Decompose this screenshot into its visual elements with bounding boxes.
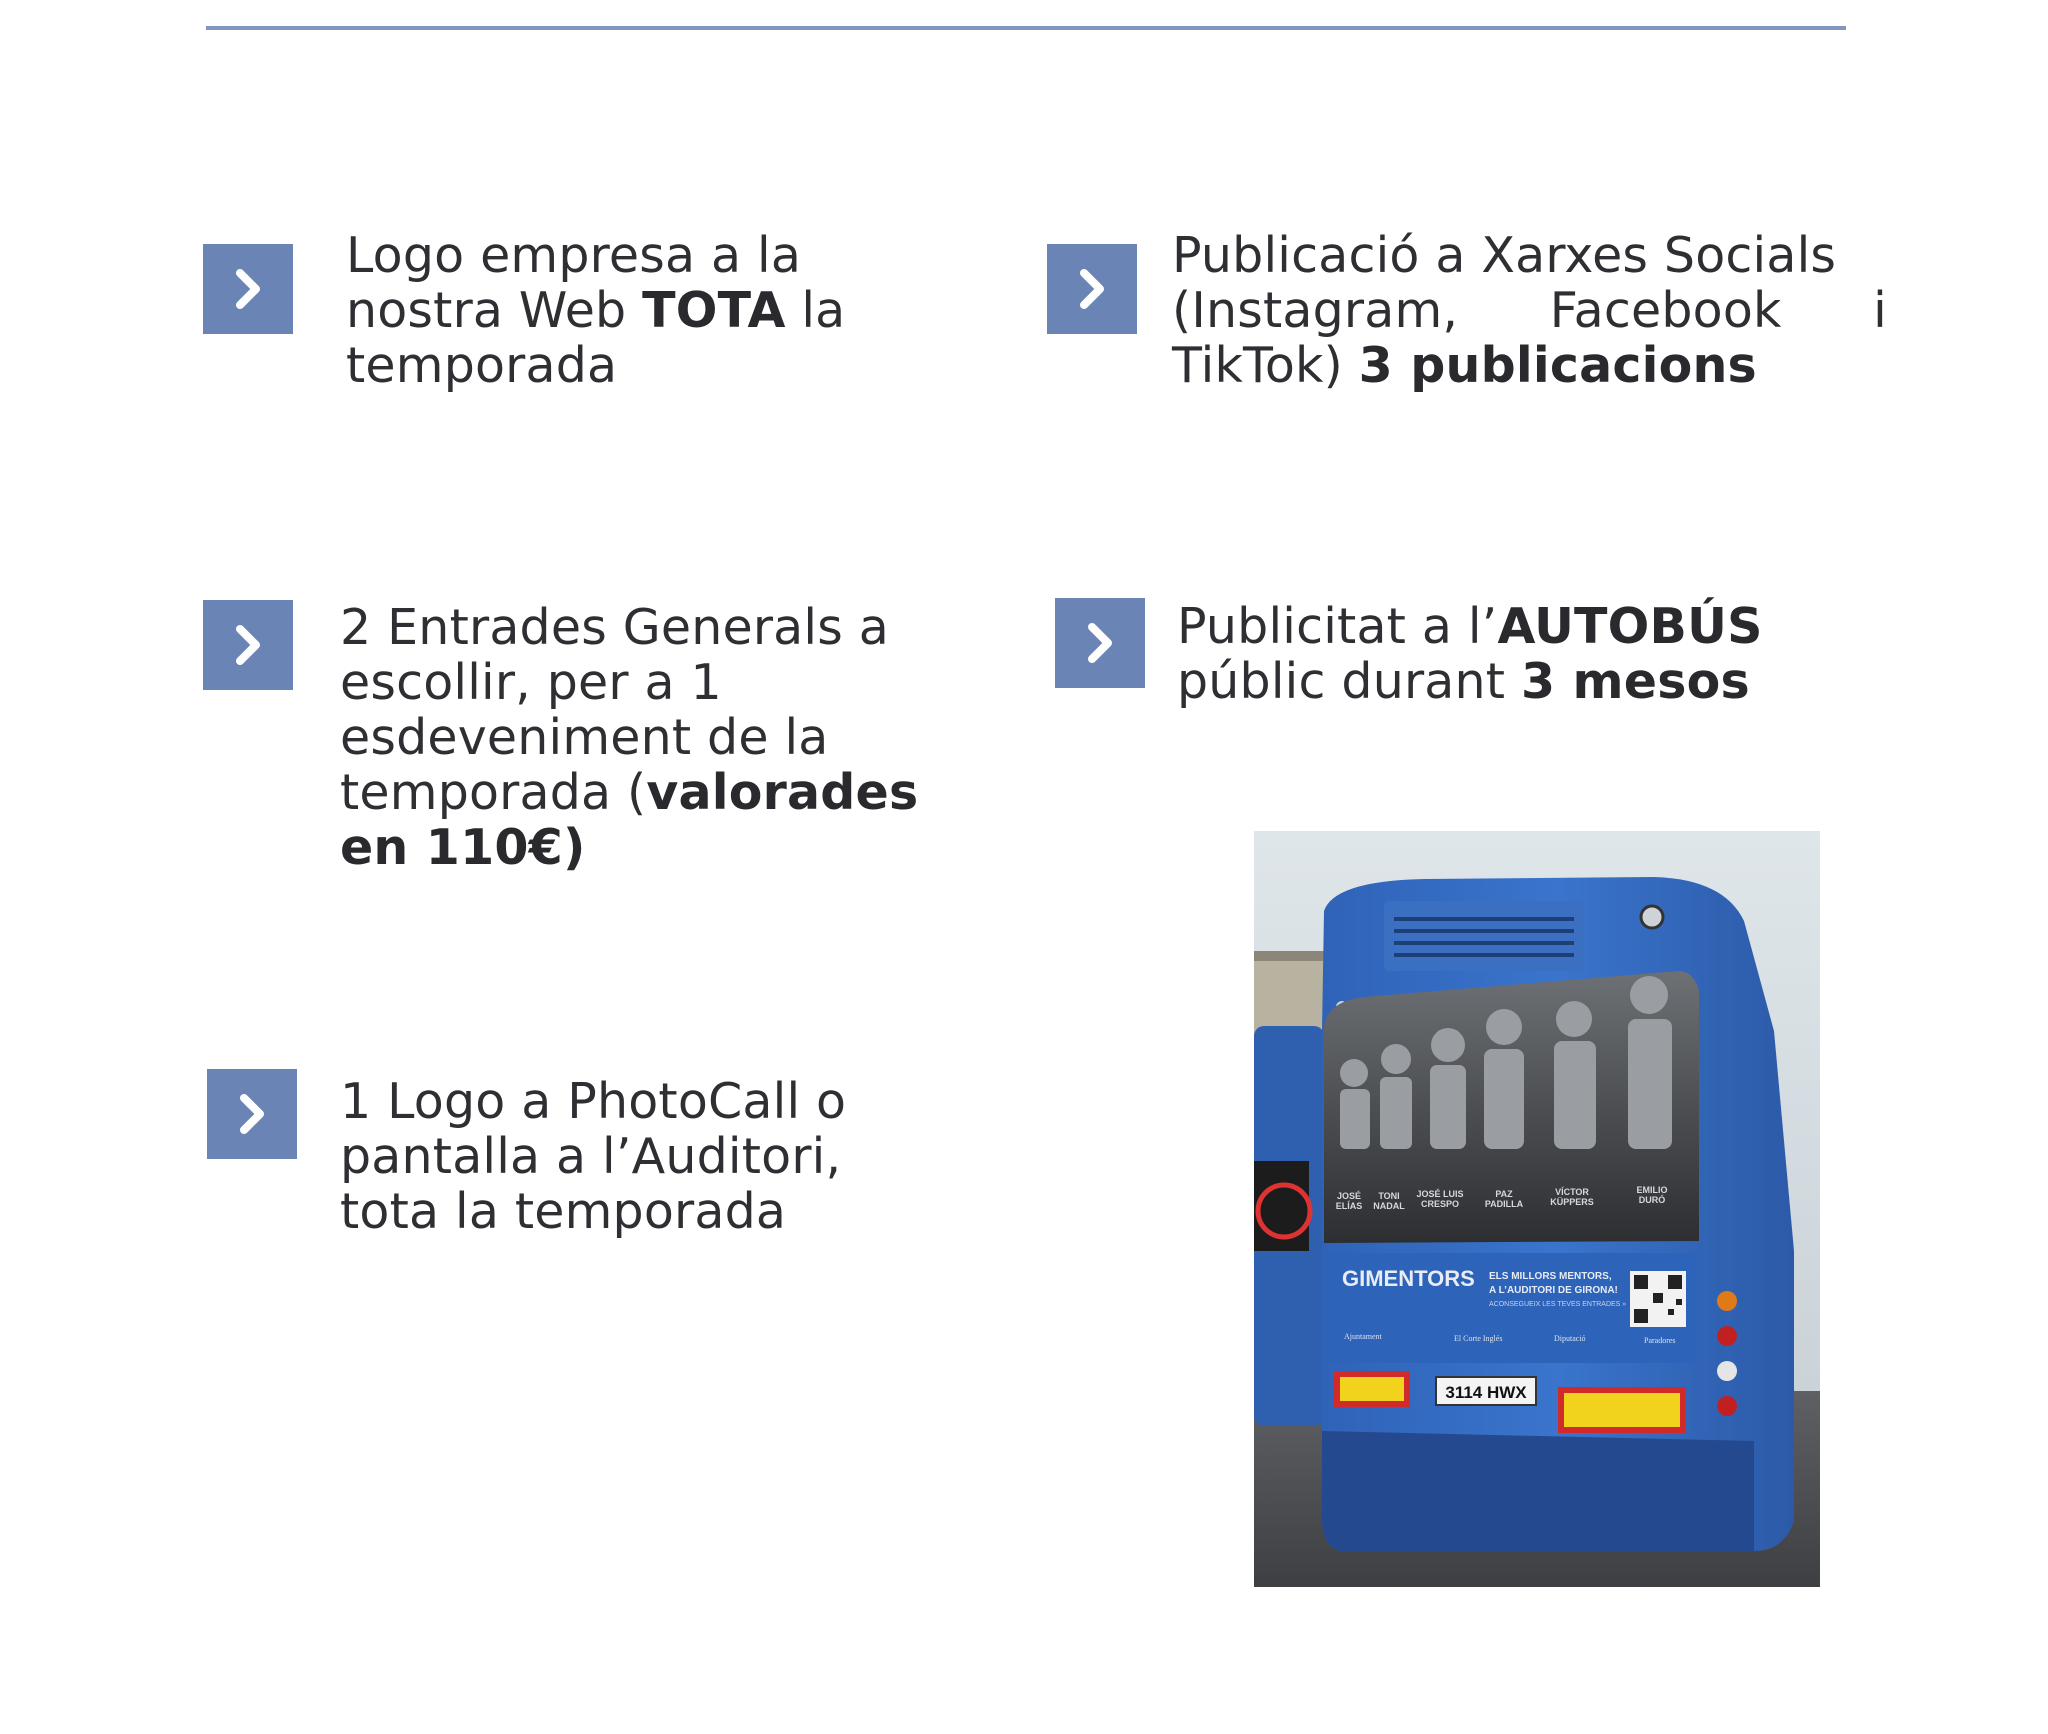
benefit-web-logo: Logo empresa a la nostra Web TOTA la temporada <box>346 227 846 394</box>
svg-text:3114 HWX: 3114 HWX <box>1445 1383 1527 1402</box>
svg-text:NADAL: NADAL <box>1373 1201 1405 1211</box>
svg-text:JOSÉ LUIS: JOSÉ LUIS <box>1416 1189 1464 1199</box>
svg-text:ELS MILLORS MENTORS,: ELS MILLORS MENTORS, <box>1489 1271 1612 1282</box>
svg-text:TONI: TONI <box>1378 1191 1400 1201</box>
svg-text:DURÓ: DURÓ <box>1638 1195 1666 1205</box>
svg-text:Ajuntament: Ajuntament <box>1344 1332 1382 1341</box>
svg-text:PAZ: PAZ <box>1495 1189 1513 1199</box>
svg-text:ACONSEGUEIX LES TEVES ENTRADES: ACONSEGUEIX LES TEVES ENTRADES » <box>1489 1301 1627 1308</box>
chevron-right-icon <box>1055 598 1145 688</box>
svg-text:Paradores: Paradores <box>1644 1336 1676 1345</box>
svg-text:CRESPO: CRESPO <box>1420 1199 1460 1209</box>
svg-text:GIMENTORS: GIMENTORS <box>1342 1266 1475 1291</box>
chevron-right-icon <box>203 244 293 334</box>
svg-text:Diputació: Diputació <box>1554 1334 1586 1343</box>
top-divider <box>206 26 1846 30</box>
svg-text:JOSÉ: JOSÉ <box>1336 1191 1362 1201</box>
benefit-tickets: 2 Entrades Generals a escollir, per a 1 esdeveniment de la temporada (valorades en 110€) <box>340 599 919 876</box>
chevron-right-icon <box>1047 244 1137 334</box>
svg-text:El Corte Inglés: El Corte Inglés <box>1454 1334 1503 1343</box>
chevron-right-icon <box>203 600 293 690</box>
svg-text:PADILLA: PADILLA <box>1484 1199 1524 1209</box>
bus-advertisement-photo <box>1254 831 1820 1587</box>
benefit-bus-ad: Publicitat a l’AUTOBÚS públic durant 3 mesos <box>1177 598 1763 710</box>
svg-text:EMILIO: EMILIO <box>1636 1185 1668 1195</box>
svg-text:KÜPPERS: KÜPPERS <box>1550 1197 1594 1207</box>
svg-text:A L’AUDITORI DE GIRONA!: A L’AUDITORI DE GIRONA! <box>1489 1285 1618 1296</box>
chevron-right-icon <box>207 1069 297 1159</box>
benefit-photocall: 1 Logo a PhotoCall o pantalla a l’Auditori, tota la temporada <box>340 1073 847 1240</box>
benefit-social-media: Publicació a Xarxes Socials (Instagram, Facebook i TikTok) 3 publicacions <box>1172 227 1887 394</box>
svg-text:ELÍAS: ELÍAS <box>1335 1201 1363 1211</box>
svg-text:VÍCTOR: VÍCTOR <box>1555 1187 1589 1197</box>
